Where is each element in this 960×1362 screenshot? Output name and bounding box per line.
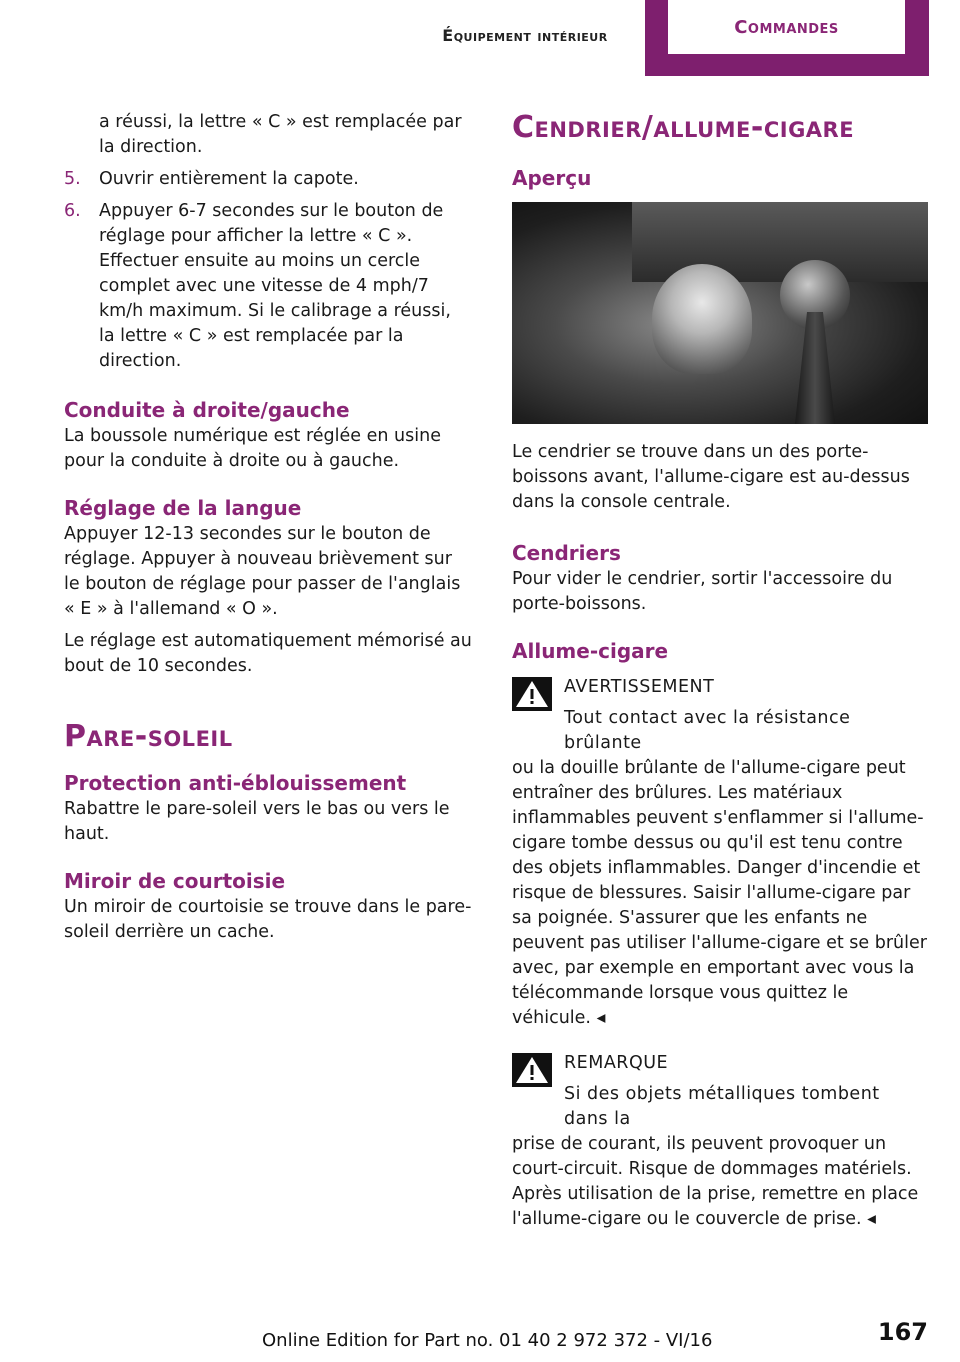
heading-cendriers: Cendriers bbox=[512, 541, 621, 565]
end-mark-icon: ◂ bbox=[867, 1209, 876, 1229]
paragraph-conduite: La boussole numérique est réglée en usine pour la conduite à droite ou à gauche. bbox=[64, 426, 441, 471]
heading-cendrier: Cendrier/allume-cigare bbox=[512, 110, 855, 145]
heading-langue: Réglage de la langue bbox=[64, 496, 302, 520]
chapter-tab: Commandes bbox=[668, 0, 905, 54]
warning-box bbox=[512, 675, 928, 1031]
left-column bbox=[64, 110, 472, 945]
list-number: 6. bbox=[64, 201, 81, 221]
paragraph-langue-2: Le réglage est automatiquement mémorisé au bout de 10 secondes. bbox=[64, 631, 472, 676]
end-mark-icon: ◂ bbox=[596, 1008, 606, 1028]
section-tab: Équipement intérieur bbox=[442, 25, 608, 45]
paragraph-miroir: Un miroir de courtoisie se trouve dans le pare-soleil derrière un cache. bbox=[64, 897, 472, 942]
notice-text: prise de courant, ils peuvent provoquer un court-circuit. Risque de dommages matériels. Après utilisation de la prise, remettre en place l'allume-cigare ou le couvercle de prise. ◂ bbox=[512, 1134, 919, 1229]
dashboard-panel bbox=[632, 202, 928, 282]
list-item-6 bbox=[64, 199, 472, 374]
ashtray-cup bbox=[652, 264, 752, 374]
paragraph-protection: Rabattre le pare-soleil vers le bas ou vers le haut. bbox=[64, 799, 450, 844]
gear-boot bbox=[795, 312, 835, 424]
heading-conduite: Conduite à droite/gauche bbox=[64, 398, 350, 422]
notice-title: REMARQUE bbox=[564, 1053, 669, 1073]
list-text: Appuyer 6-7 secondes sur le bouton de réglage pour afficher la lettre « C ». Effectuer ensuite au moins un cercle complet avec une vitesse de 4 mph/7 km/h maximum. Si le calibrage a réussi, la lettre « C » est remplacée par la direction. bbox=[99, 201, 451, 371]
paragraph-apercu: Le cendrier se trouve dans un des porte-boissons avant, l'allume-cigare est au-dessus dans la console centrale. bbox=[512, 442, 910, 512]
page-number: 167 bbox=[877, 1318, 928, 1346]
heading-apercu: Aperçu bbox=[512, 166, 592, 190]
warning-first-line: Tout contact avec la résistance brûlante bbox=[564, 708, 851, 753]
warning-triangle-icon bbox=[512, 677, 552, 711]
heading-pare-soleil: Pare-soleil bbox=[64, 719, 233, 754]
list-continuation: a réussi, la lettre « C » est remplacée par la direction. bbox=[99, 112, 462, 157]
page-footer bbox=[0, 1318, 960, 1358]
online-edition-note: Online Edition for Part no. 01 40 2 972 372 - VI/16 bbox=[262, 1330, 713, 1351]
notice-first-line: Si des objets métalliques tombent dans la bbox=[564, 1084, 880, 1129]
notice-box bbox=[512, 1051, 928, 1232]
heading-allume-cigare: Allume-cigare bbox=[512, 639, 669, 663]
warning-text: ou la douille brûlante de l'allume-cigare peut entraîner des brûlures. Les matériaux inflammables peuvent s'enflammer si l'allume-cigare tombe dessus ou qu'il est tenu contre des objets inflammables. Danger d'incendie et risque de blessures. Saisir l'allume-cigare par sa poignée. S'assurer que les enfants ne peuvent pas utiliser l'allume-cigare et se brûler avec, par exemple en emportant avec vous la télécommande lorsque vous quittez le véhicule. ◂ bbox=[512, 758, 927, 1028]
list-item-5 bbox=[64, 167, 472, 192]
list-text: Ouvrir entièrement la capote. bbox=[99, 169, 359, 189]
console-photo bbox=[512, 202, 928, 424]
warning-triangle-icon bbox=[512, 1053, 552, 1087]
heading-miroir: Miroir de courtoisie bbox=[64, 869, 286, 893]
paragraph-langue-1: Appuyer 12-13 secondes sur le bouton de réglage. Appuyer à nouveau brièvement sur le bouton de réglage pour passer de l'anglais « E » à l'allemand « O ». bbox=[64, 524, 461, 619]
warning-title: AVERTISSEMENT bbox=[564, 677, 715, 697]
right-column bbox=[512, 110, 928, 1232]
page-header bbox=[0, 0, 960, 76]
heading-protection: Protection anti-éblouissement bbox=[64, 771, 407, 795]
paragraph-cendriers: Pour vider le cendrier, sortir l'accessoire du porte-boissons. bbox=[512, 569, 893, 614]
list-number: 5. bbox=[64, 169, 81, 189]
